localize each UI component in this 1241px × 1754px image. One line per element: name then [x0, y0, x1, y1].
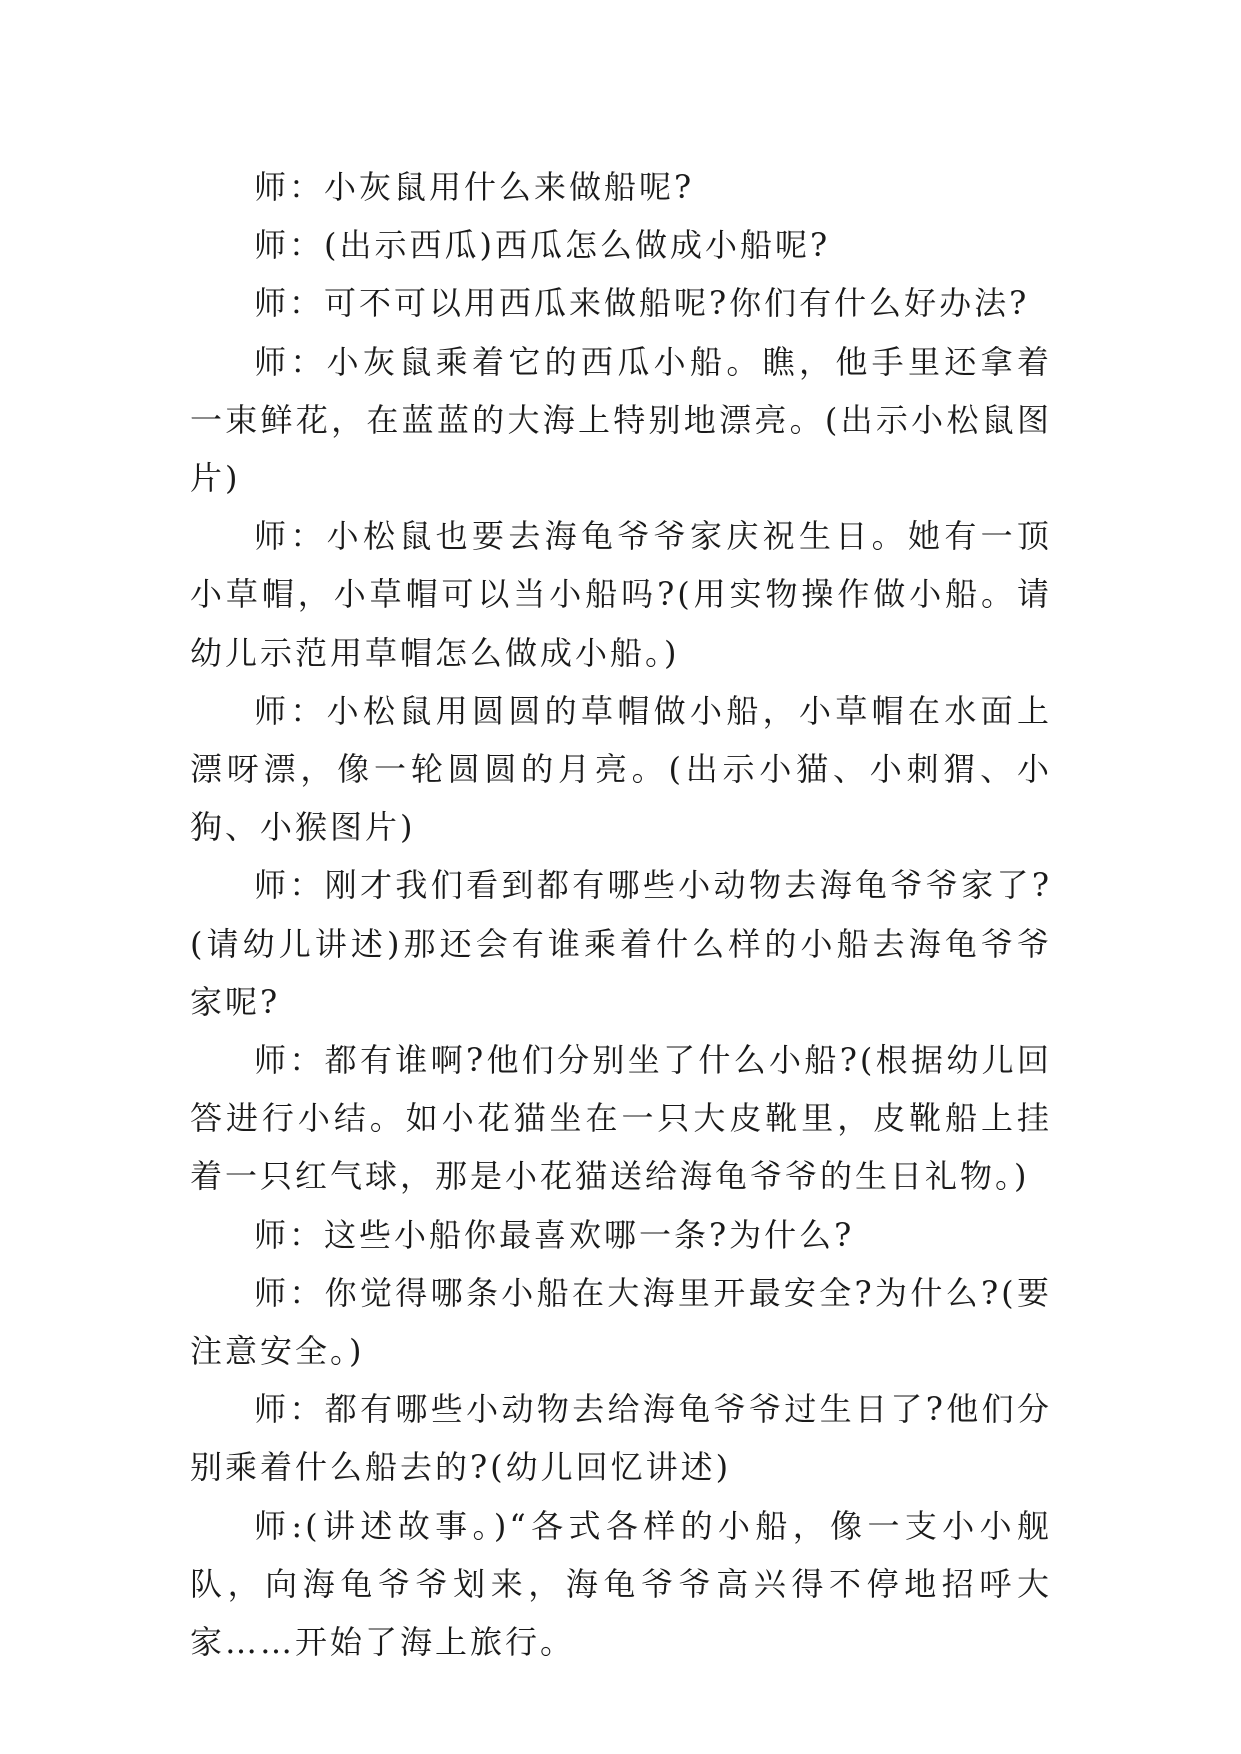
paragraph: 师：(出示西瓜)西瓜怎么做成小船呢? — [254, 226, 831, 265]
paragraph: 师:(讲述故事。)“各式各样的小船，像一支小小舰队，向海龟爷爷划来，海龟爷爷高兴得不停地招呼大家……开始了海上旅行。 — [190, 1506, 1052, 1662]
paragraph: 师：都有哪些小动物去给海龟爷爷过生日了?他们分别乘着什么船去的?(幼儿回忆讲述) — [190, 1390, 1052, 1487]
paragraph: 师：都有谁啊?他们分别坐了什么小船?(根据幼儿回答进行小结。如小花猫坐在一只大皮靴里，皮靴船上挂着一只红气球，那是小花猫送给海龟爷爷的生日礼物。) — [190, 1041, 1052, 1196]
paragraph: 师：小灰鼠乘着它的西瓜小船。瞧，他手里还拿着一束鲜花，在蓝蓝的大海上特别地漂亮。(出示小松鼠图片) — [190, 342, 1052, 498]
paragraph: 师：你觉得哪条小船在大海里开最安全?为什么?(要注意安全。) — [190, 1273, 1052, 1371]
paragraph: 师：小松鼠也要去海龟爷爷家庆祝生日。她有一顶小草帽，小草帽可以当小船吗?(用实物操作做小船。请幼儿示范用草帽怎么做成小船。) — [190, 517, 1052, 672]
document-body — [190, 158, 1052, 1671]
paragraph: 师：小灰鼠用什么来做船呢? — [254, 168, 695, 206]
paragraph: 师：刚才我们看到都有哪些小动物去海龟爷爷家了?(请幼儿讲述)那还会有谁乘着什么样的小船去海龟爷爷家呢? — [190, 866, 1052, 1021]
paragraph: 师：小松鼠用圆圆的草帽做小船，小草帽在水面上漂呀漂，像一轮圆圆的月亮。(出示小猫、小刺猬、小狗、小猴图片) — [190, 691, 1052, 847]
paragraph: 师：可不可以用西瓜来做船呢?你们有什么好办法? — [254, 284, 1030, 323]
paragraph: 师：这些小船你最喜欢哪一条?为什么? — [254, 1215, 855, 1254]
